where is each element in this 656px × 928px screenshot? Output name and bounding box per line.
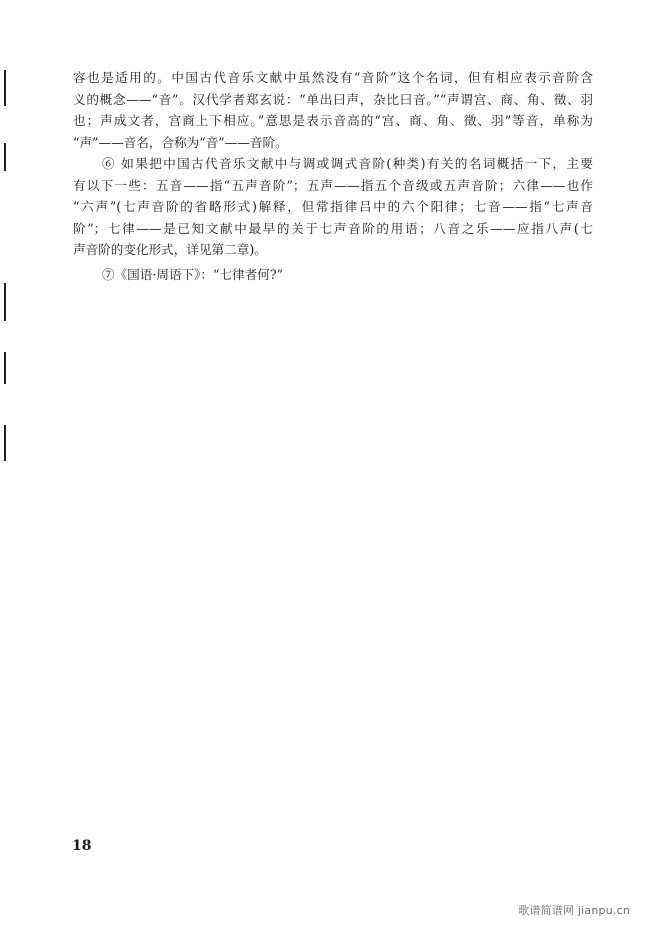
continuation-paragraph xyxy=(73,67,593,153)
footnote-7: ⑦《国语·周语下》：“七律者何?” xyxy=(101,266,284,282)
text-line: 阶”；七律——是已知文献中最早的关于七声音阶的用语；八音之乐——应指八声(七 xyxy=(73,220,593,236)
text-line: 声音阶的变化形式，详见第二章)。 xyxy=(73,242,267,257)
margin-mark xyxy=(4,70,6,106)
margin-mark xyxy=(4,352,6,384)
margin-mark xyxy=(4,283,6,321)
footnote-6 xyxy=(73,153,593,261)
text-line: 容也是适用的。中国古代音乐文献中虽然没有“音阶”这个名词，但有相应表示音阶含 xyxy=(73,70,593,85)
text-line: 也；声成文者，宫商上下相应。”意思是表示音高的“宫、商、角、徵、羽”等音，单称为 xyxy=(73,113,593,128)
text-line: 义的概念——“音”。汉代学者郑玄说：“单出曰声，杂比曰音。”“声谓宫、商、角、徵、羽 xyxy=(73,91,593,107)
text-line: “声”——音名，合称为“音”——音阶。 xyxy=(73,134,288,150)
body-text xyxy=(73,67,593,285)
text-line: ⑥ 如果把中国古代音乐文献中与调或调式音阶(种类)有关的名词概括一下，主要 xyxy=(101,156,593,171)
text-line: “六声”(七声音阶的省略形式)解释，但常指律吕中的六个阳律；七音——指“七声音 xyxy=(73,199,593,214)
margin-mark xyxy=(4,425,6,461)
margin-mark xyxy=(4,143,6,171)
watermark: 歌谱简谱网 jianpu.cn xyxy=(518,904,630,917)
page-number: 18 xyxy=(72,838,92,854)
text-line: 有以下一些：五音——指“五声音阶”；五声——指五个音级或五声音阶；六律——也作 xyxy=(73,177,593,193)
